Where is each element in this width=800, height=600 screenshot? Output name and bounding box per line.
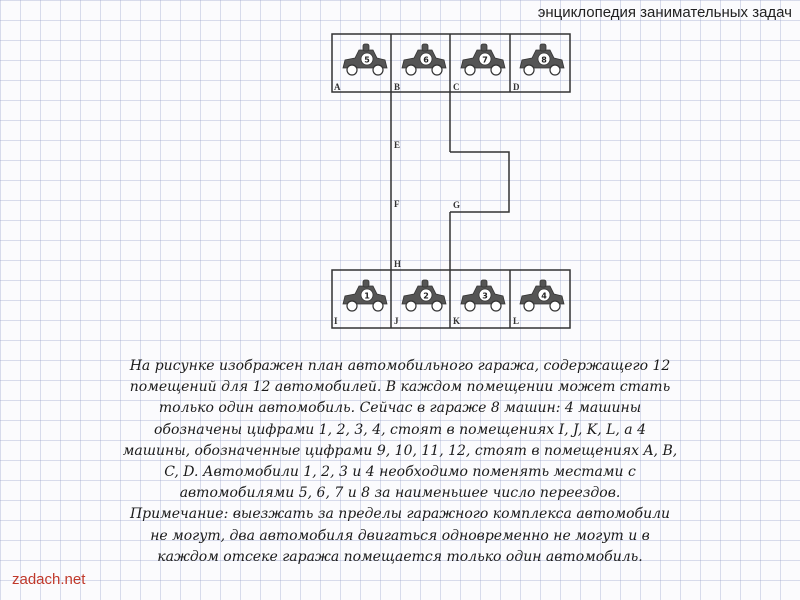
room-label-a: A [334,82,341,92]
car-icon-bottom-4 [513,276,569,316]
room-label-i: I [334,316,338,326]
car-icon-bottom-3 [454,276,510,316]
car-icon-top-3 [454,40,510,80]
room-label-k: K [453,316,461,326]
car-icon-top-1 [336,40,392,80]
garage-plan [330,32,575,330]
car-number: 3 [482,291,488,301]
room-label-d: D [513,82,520,92]
room-label-b: B [394,82,401,92]
problem-statement [120,356,680,568]
car-icon-top-2 [395,40,451,80]
car-number: 2 [423,291,429,301]
room-label-f: F [394,199,400,209]
car-icon-bottom-2 [395,276,451,316]
room-label-c: C [453,82,460,92]
problem-note: Примечание: выезжать за пределы гаражного комплекса автомобили не могут, два автомобиля двигаться одновременно не могут и в каждом отсеке гаража помещается только один автомобиль. [129,506,671,565]
car-number: 4 [541,291,547,301]
car-number: 6 [423,55,429,65]
site-link[interactable]: zadach.net [12,571,86,588]
car-number: 1 [364,291,370,301]
car-icon-bottom-1 [336,276,392,316]
car-icon-top-4 [513,40,569,80]
car-number: 5 [364,55,370,65]
car-number: 8 [541,55,547,65]
site-title: энциклопедия занимательных задач [537,4,792,21]
room-label-h: H [394,259,402,269]
room-label-e: E [394,140,401,150]
room-label-j: J [394,316,399,326]
problem-text: На рисунке изображен план автомобильного гаража, содержащего 12 помещений для 12 автомобилей. В каждом помещении может стать только один автомобиль. Сейчас в гараже 8 машин: 4 машины обозначены цифрами 1, 2, 3, 4, стоят в помещениях I, J, K, L, а 4 машины, обозначенные цифрами 9, 10, 11, 12, стоят в помещениях A, B, C, D. Автомобили 1, 2, 3 и 4 необходимо поменять местами с автомобилями 5, 6, 7 и 8 за наименьшее число переездов. [122,358,678,502]
room-label-g: G [453,200,461,210]
room-label-l: L [513,316,520,326]
car-number: 7 [482,55,488,65]
